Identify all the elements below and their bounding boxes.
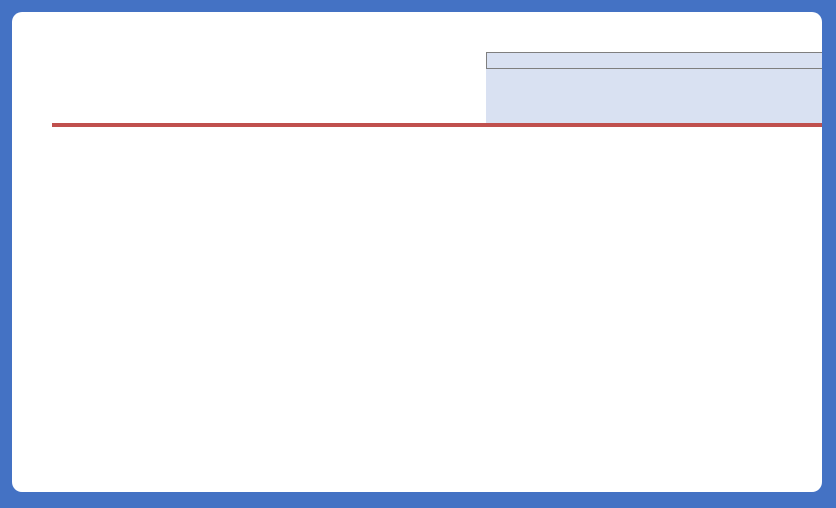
- fund-group-background: [486, 69, 822, 124]
- spreadsheet: [12, 12, 822, 492]
- header-divider: [52, 123, 822, 127]
- fund-group-header: [486, 52, 822, 69]
